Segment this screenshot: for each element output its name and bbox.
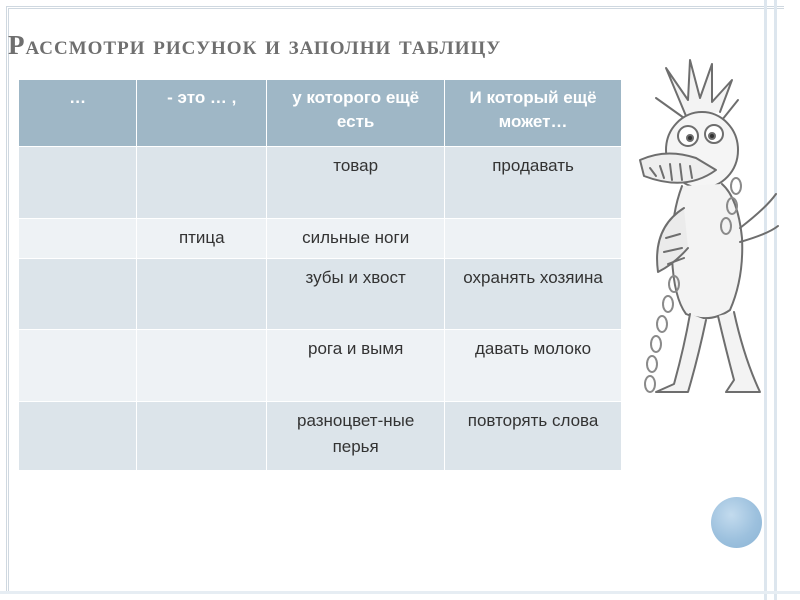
fill-in-table	[19, 80, 622, 470]
table-row	[19, 401, 622, 470]
table-cell: повторять слова	[445, 401, 622, 470]
table-cell: товар	[267, 146, 445, 218]
column-header: …	[19, 80, 137, 146]
table-cell: продавать	[445, 146, 622, 218]
chained-bird-creature-illustration	[626, 58, 780, 406]
column-header: у которого ещё есть	[267, 80, 445, 146]
table-cell: сильные ноги	[267, 218, 445, 258]
table-cell[interactable]	[445, 218, 622, 258]
table-cell: рога и вымя	[267, 329, 445, 401]
table-cell[interactable]	[19, 146, 137, 218]
table-cell: разноцвет-ные перья	[267, 401, 445, 470]
decorative-circle	[711, 497, 762, 548]
column-header: - это … ,	[137, 80, 267, 146]
table-row	[19, 146, 622, 218]
table-cell[interactable]	[19, 401, 137, 470]
table-cell[interactable]	[19, 258, 137, 329]
table-cell[interactable]	[137, 329, 267, 401]
table-row	[19, 258, 622, 329]
column-header: И который ещё может…	[445, 80, 622, 146]
table-cell: охранять хозяина	[445, 258, 622, 329]
table-cell[interactable]	[137, 401, 267, 470]
table-cell[interactable]	[19, 329, 137, 401]
table-cell[interactable]	[19, 218, 137, 258]
table-cell: давать молоко	[445, 329, 622, 401]
table-header-row	[19, 80, 622, 146]
table-row	[19, 329, 622, 401]
table-cell[interactable]	[137, 258, 267, 329]
table-cell: зубы и хвост	[267, 258, 445, 329]
table-cell: птица	[137, 218, 267, 258]
table-cell[interactable]	[137, 146, 267, 218]
bottom-edge-line	[0, 591, 800, 594]
table-row	[19, 218, 622, 258]
slide-title: Рассмотри рисунок и заполни таблицу	[8, 30, 502, 60]
